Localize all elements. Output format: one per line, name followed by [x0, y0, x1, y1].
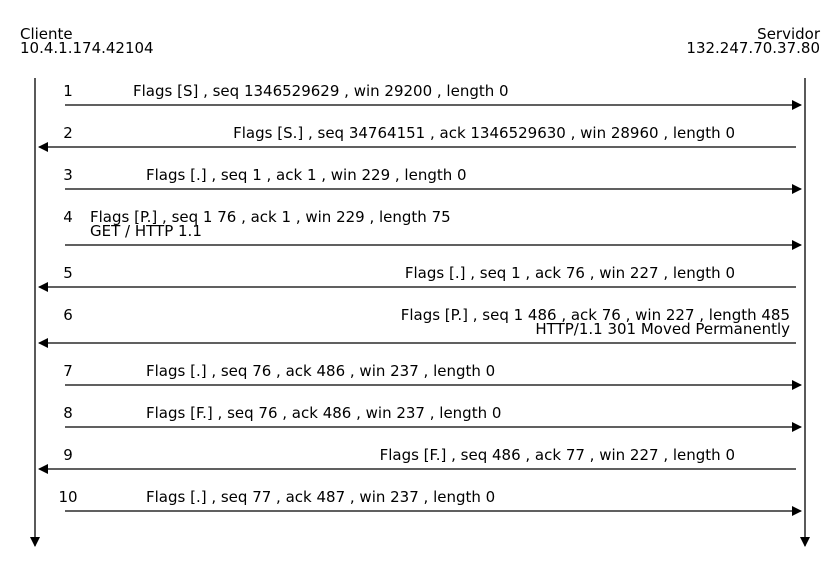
message-number: 2: [63, 124, 73, 142]
server-label: Servidor: [757, 25, 820, 43]
message-7: [63, 362, 801, 385]
message-number: 10: [58, 488, 78, 506]
message-3: [63, 166, 801, 189]
message-label: Flags [P.] , seq 1 76 , ack 1 , win 229 , length 75: [90, 208, 451, 226]
client-label: Cliente: [20, 25, 73, 43]
message-10: [58, 488, 801, 511]
message-1: [63, 82, 801, 105]
message-label: Flags [.] , seq 1 , ack 1 , win 229 , length 0: [146, 166, 467, 184]
message-number: 4: [63, 208, 73, 226]
message-number: 9: [63, 446, 73, 464]
message-number: 5: [63, 264, 73, 282]
message-payload: HTTP/1.1 301 Moved Permanently: [535, 320, 790, 338]
client-address: 10.4.1.174.42104: [20, 39, 154, 57]
message-label: Flags [F.] , seq 486 , ack 77 , win 227 , length 0: [379, 446, 735, 464]
message-label: Flags [F.] , seq 76 , ack 486 , win 237 , length 0: [146, 404, 502, 422]
message-label: Flags [.] , seq 1 , ack 76 , win 227 , length 0: [404, 264, 735, 282]
message-label: Flags [S.] , seq 34764151 , ack 1346529630 , win 28960 , length 0: [233, 124, 735, 142]
message-number: 1: [63, 82, 73, 100]
message-label: Flags [P.] , seq 1 486 , ack 76 , win 227 , length 485: [400, 306, 790, 324]
message-4: [63, 208, 801, 245]
message-list: [39, 82, 801, 511]
message-5: [39, 264, 796, 287]
message-number: 6: [63, 306, 73, 324]
message-label: Flags [.] , seq 76 , ack 486 , win 237 , length 0: [146, 362, 496, 380]
message-number: 8: [63, 404, 73, 422]
message-6: [39, 306, 796, 343]
message-2: [39, 124, 796, 147]
message-label: Flags [.] , seq 77 , ack 487 , win 237 , length 0: [146, 488, 496, 506]
message-payload: GET / HTTP 1.1: [90, 222, 202, 240]
message-label: Flags [S] , seq 1346529629 , win 29200 , length 0: [133, 82, 509, 100]
message-9: [39, 446, 796, 469]
message-number: 3: [63, 166, 73, 184]
server-address: 132.247.70.37.80: [686, 39, 820, 57]
message-8: [63, 404, 801, 427]
message-number: 7: [63, 362, 73, 380]
